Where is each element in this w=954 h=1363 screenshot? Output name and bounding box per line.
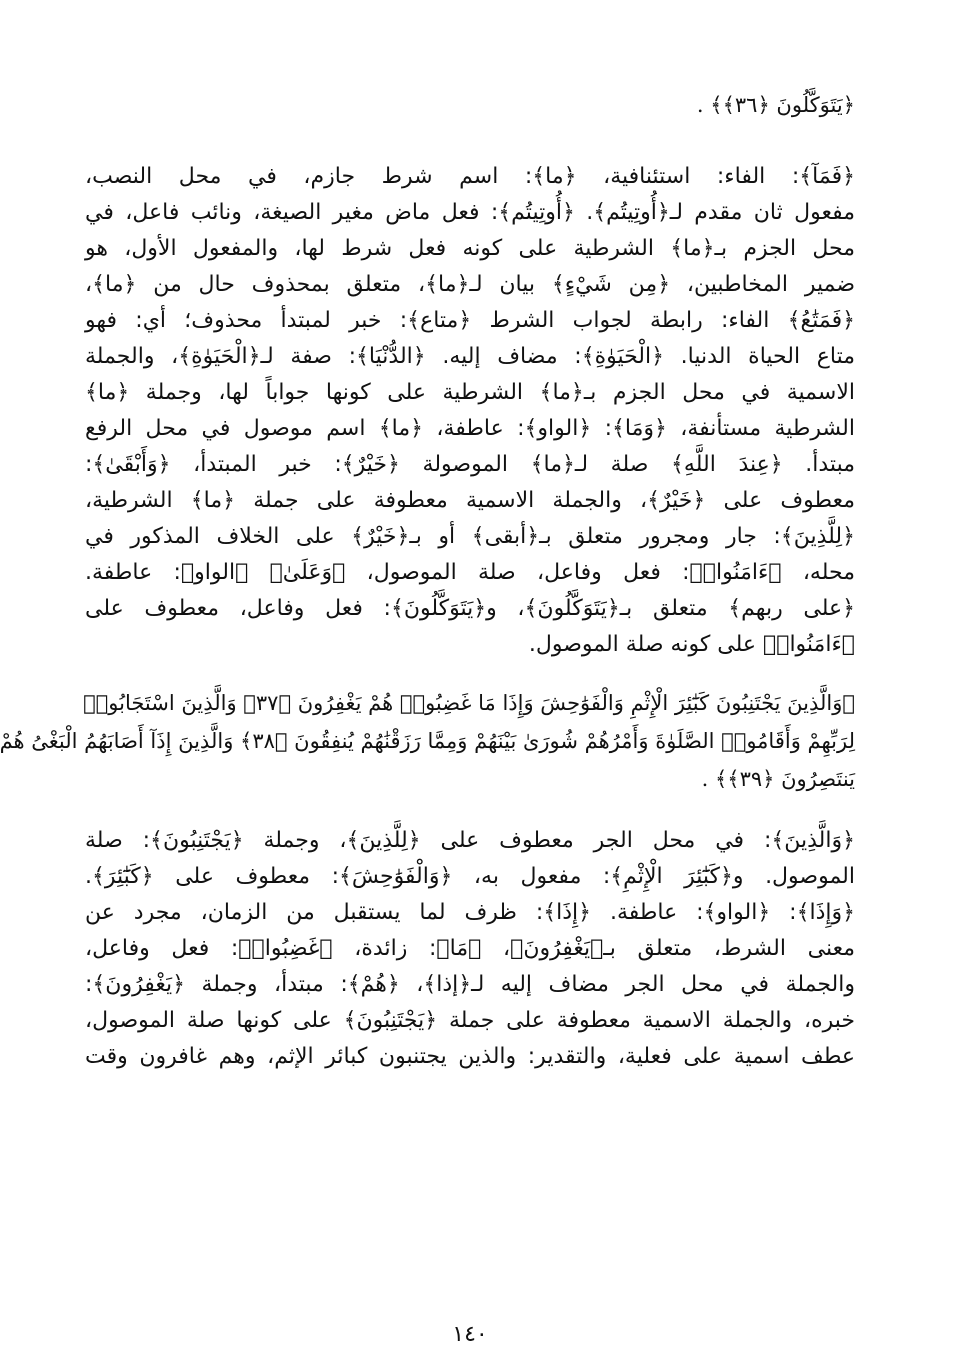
text-line: مبتدأ. ﴿عِندَ اللَّهِ﴾ صلة لـ﴿ما﴾ الموصولة ﴿خَيْرٌ﴾: خبر المبتدأ، ﴿وَأَبْقَىٰ﴾: (85, 452, 855, 477)
top-quran-verse: ﴿يَتَوَكَّلُونَ ﴿٣٦﴾﴾ . (696, 93, 855, 117)
text-line: محل الجزم بـ﴿ما﴾ الشرطية على كونه فعل شرط لها، والمفعول الأول، هو (85, 236, 855, 261)
text-line: ﴿لِلَّذِينَ﴾: جار ومجرور متعلق بـ﴿أبقى﴾ أو بـ﴿خَيْرٌ﴾ على الخلاف المذكور في (85, 524, 855, 549)
text-line: ﴿وَإِذَا﴾: ﴿الواو﴾: عاطفة. ﴿إِذَا﴾: ظرف لما يستقبل من الزمان، مجرد عن (85, 900, 855, 925)
verse-line: يَنتَصِرُونَ ﴿٣٩﴾﴾ . (701, 767, 855, 791)
text-line: مفعول ثان مقدم لـ﴿أُوتِيتُم﴾. ﴿أُوتِيتُم﴾: فعل ماض مغير الصيغة، ونائب فاعل، في (85, 200, 855, 225)
text-line: ﴿على ربهم﴾ متعلق بـ﴿يَتَوَكَّلُونَ﴾، و﴿يَتَوَكَّلُونَ﴾: فعل وفاعل، معطوف على (85, 596, 855, 621)
text-line: والجملة في محل الجر مضاف إليه لـ﴿إذا﴾، ﴿هُمْ﴾: مبتدأ، وجملة ﴿يَغْفِرُونَ﴾: (85, 972, 855, 997)
text-line: الاسمية في محل الجزم بـ﴿ما﴾ الشرطية على كونها جواباً لها، وجملة ﴿ما﴾ (85, 380, 855, 405)
quran-verse-block (0, 690, 855, 804)
text-line: ﴿ءَامَنُوا۟﴾ على كونه صلة الموصول. (528, 632, 855, 657)
text-line: عطف اسمية على فعلية، والتقدير: والذين يجتنبون كبائر الإثم، وهم غافرون وقت (85, 1044, 855, 1069)
text-line: ضمير المخاطبين، ﴿مِن شَيْءٍ﴾ بيان لـ﴿ما﴾، متعلق بمحذوف حال من ﴿ما﴾، (85, 272, 855, 297)
verse-line: لِرَبِّهِمْ وَأَقَامُوا۟ الصَّلَوٰةَ وَأَمْرُهُمْ شُورَىٰ بَيْنَهُمْ وَمِمَّا رَزَقْنَٰهُمْ يُنفِقُونَ ﴿٣٨﴾ وَالَّذِينَ إِذَآ أَصَابَهُمُ الْبَغْىُ هُمْ (0, 729, 855, 753)
text-line: معنى الشرط، متعلق بـ﴿يَغْفِرُونَ﴾، ﴿مَا﴾: زائدة، ﴿غَضِبُوا۟﴾: فعل وفاعل، (85, 936, 855, 961)
text-line: ﴿فَمَآ﴾: الفاء: استئنافية، ﴿ما﴾: اسم شرط جازم، في محل النصب، (85, 164, 855, 189)
paragraph-grammar-analysis-2 (85, 828, 855, 1080)
text-line: محله، ﴿ءَامَنُوا۟﴾: فعل وفاعل، صلة الموصول، ﴿وَعَلَىٰ﴾ ﴿الواو﴾: عاطفة. (85, 560, 855, 585)
text-line: الشرطية مستأنفة، ﴿وَمَا﴾: ﴿الواو﴾: عاطفة، ﴿ما﴾ اسم موصول في محل الرفع (85, 416, 855, 441)
text-line: ﴿وَالَّذِينَ﴾: في محل الجر معطوف على ﴿لِلَّذِينَ﴾، وجملة ﴿يَجْتَنِبُونَ﴾: صلة (85, 828, 855, 853)
text-line: خبره، والجملة الاسمية معطوفة على جملة ﴿يَجْتَنِبُونَ﴾ على كونها صلة الموصول، (85, 1008, 855, 1033)
book-page (0, 92, 855, 1347)
paragraph-grammar-analysis-1 (85, 164, 855, 668)
text-line: الموصول. و﴿كَبَٰٓئِرَ الْإِثْمِ﴾: مفعول به، ﴿وَالْفَوَٰحِشَ﴾: معطوف على ﴿كَبَٰٓئِرَ﴾. (85, 864, 855, 889)
page-number: ١٤٠ (452, 1322, 488, 1347)
text-line: متاع الحياة الدنيا. ﴿الْحَيَوٰةِ﴾: مضاف إليه. ﴿الدُّنْيَا﴾: صفة لـ﴿الْحَيَوٰةِ﴾، والجملة (85, 344, 855, 369)
verse-line: ﴿وَالَّذِينَ يَجْتَنِبُونَ كَبَٰٓئِرَ الْإِثْمِ وَالْفَوَٰحِشَ وَإِذَا مَا غَضِبُوا۟ هُمْ يَغْفِرُونَ ﴿٣٧﴾ وَالَّذِينَ اسْتَجَابُوا۟ (83, 691, 855, 715)
text-line: معطوف على ﴿خَيْرٌ﴾، والجملة الاسمية معطوفة على جملة ﴿ما﴾ الشرطية، (85, 488, 855, 513)
text-line: ﴿فَمَتَٰعُ﴾ الفاء: رابطة لجواب الشرط ﴿متاع﴾: خبر لمبتدأ محذوف؛ أي: فهو (85, 308, 855, 333)
